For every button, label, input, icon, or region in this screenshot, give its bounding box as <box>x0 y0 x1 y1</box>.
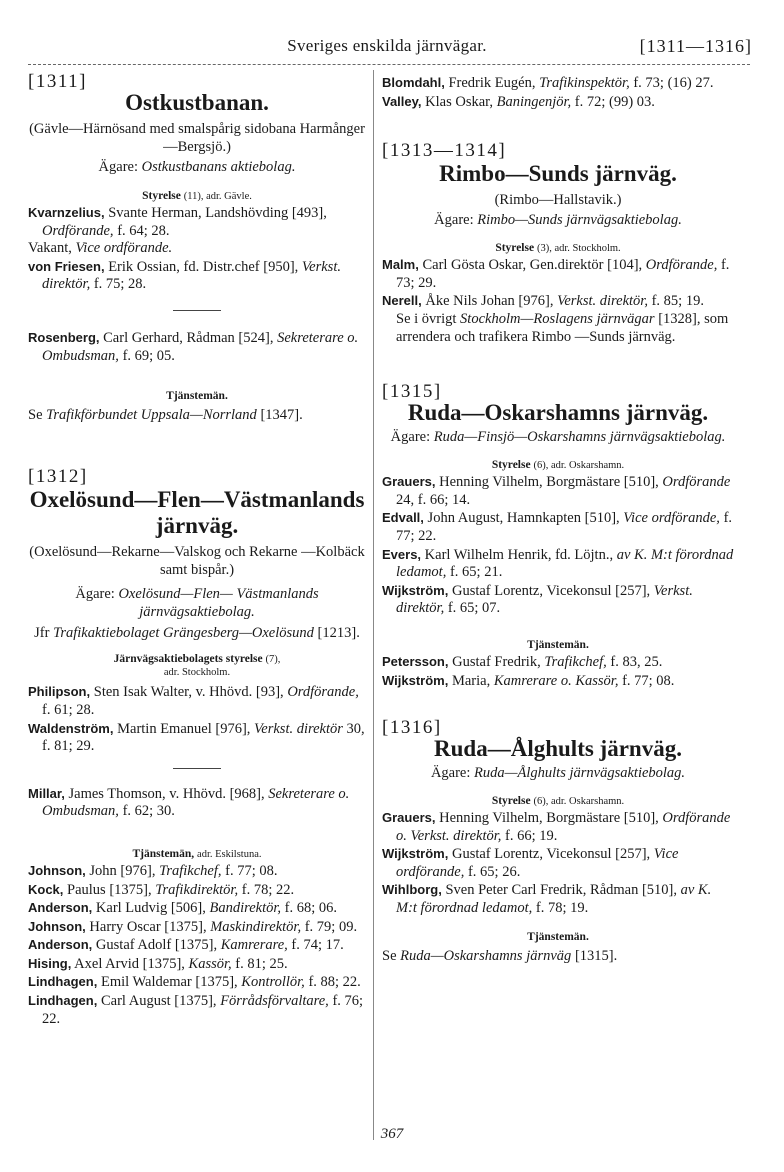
entry-subtitle: (Gävle—Härnösand med smalspårig sidobana Harmånger—Bergsjö.) <box>29 121 365 155</box>
person-entry: Lindhagen, Emil Waldemar [1375], Kontrollör, f. 88; 22. <box>28 974 361 991</box>
owner-line <box>28 585 366 621</box>
person-entry: Lindhagen, Carl August [1375], Förrådsförvaltare, f. 76; 22. <box>28 993 364 1027</box>
column-divider <box>373 70 374 1140</box>
staff-heading: Tjänstemän. <box>527 930 589 943</box>
person-entry: Wijkström, Maria, Kamrerare o. Kassör, f. 77; 08. <box>382 672 675 689</box>
owner-label: Ägare: <box>430 765 471 782</box>
owner-name: Ruda—Finsjö—Oskarshamns järnvägsaktiebolag. <box>433 429 726 446</box>
owner-line <box>28 158 366 176</box>
right-column <box>382 68 734 965</box>
person-entry: Nerell, Åke Nils Johan [976], Verkst. direktör, f. 85; 19. <box>382 293 704 310</box>
entry-title: Oxelösund—Flen—Västmanlands järnväg. <box>29 486 365 538</box>
person-entry: Kock, Paulus [1375], Trafikdirektör, f. 78; 22. <box>28 881 295 898</box>
person-entry: Wihlborg, Sven Peter Carl Fredrik, Rådman [510], av K. M:t förordnad ledamot, f. 78; 19. <box>382 882 712 917</box>
owner-label: Ägare: <box>390 429 431 446</box>
person-entry: Malm, Carl Gösta Oskar, Gen.direktör [104], Ordförande, f. 73; 29. <box>382 257 730 291</box>
owner-name: Oxelösund—Flen— Västmanlands järnvägsaktiebolag. <box>118 585 319 620</box>
entry-number: [1312] <box>28 465 88 487</box>
owner-name: Rimbo—Sunds järnvägsaktiebolag. <box>477 212 682 229</box>
person-entry: Anderson, Gustaf Adolf [1375], Kamrerare, f. 74; 17. <box>28 937 344 954</box>
cross-reference: Jfr Trafikaktiebolaget Grängesberg—Oxelösund [1213]. <box>34 624 360 641</box>
person-entry: Hising, Axel Arvid [1375], Kassör, f. 81; 25. <box>28 955 288 972</box>
entry-title: Ruda—Ålghults järnväg. <box>434 736 682 762</box>
running-title: Sveriges enskilda järnvägar. <box>287 36 487 55</box>
owner-line <box>382 211 734 229</box>
entry-title: Ruda—Oskarshamns järnväg. <box>407 400 709 426</box>
person-entry: Johnson, Harry Oscar [1375], Maskindirektör, f. 79; 09. <box>28 918 358 935</box>
separator-rule <box>173 768 221 769</box>
owner-label: Ägare: <box>98 159 138 175</box>
person-entry: Wijkström, Gustaf Lorentz, Vicekonsul [257], Vice ordförande, f. 65; 26. <box>382 846 679 880</box>
separator-rule <box>173 310 221 311</box>
person-entry: von Friesen, Erik Ossian, fd. Distr.chef [950], Verkst. direktör, f. 75; 28. <box>28 258 341 293</box>
entry-subtitle: (Rimbo—Hallstavik.) <box>494 192 622 209</box>
board-heading: Styrelse (11), adr. Gävle. <box>142 190 252 202</box>
entry-subtitle: (Oxelösund—Rekarne—Valskog och Rekarne —Kolbäck samt bispår.) <box>29 543 365 578</box>
staff-heading: Tjänstemän. <box>527 638 589 651</box>
left-column <box>28 68 366 1028</box>
owner-label: Ägare: <box>75 585 115 602</box>
person-entry: Grauers, Henning Vilhelm, Borgmästare [510], Ordförande 24, f. 66; 14. <box>382 474 731 508</box>
person-entry: Johnson, John [976], Trafikchef, f. 77; 08. <box>28 862 278 879</box>
person-entry: Anderson, Karl Ludvig [506], Bandirektör, f. 68; 06. <box>28 900 338 917</box>
entry-range: [1311—1316] <box>639 36 752 56</box>
owner-line <box>382 764 734 782</box>
person-entry: Philipson, Sten Isak Walter, v. Hhövd. [93], Ordförande, f. 61; 28. <box>28 684 359 718</box>
owner-name: Ruda—Ålghults järnvägsaktiebolag. <box>474 765 686 782</box>
owner-line <box>382 428 734 446</box>
entry-number: [1313—1314] <box>382 140 507 162</box>
staff-heading: Tjänstemän, adr. Eskilstuna. <box>132 847 262 860</box>
person-entry: Kvarnzelius, Svante Herman, Landshövding [493], Ordförande, f. 64; 28. <box>28 205 327 239</box>
page-number: 367 <box>380 1126 404 1142</box>
board-heading: Styrelse (6), adr. Oskarshamn. <box>491 459 625 472</box>
entry-number: [1311] <box>28 71 87 92</box>
board-heading: Styrelse (6), adr. Oskarshamn. <box>491 795 625 808</box>
person-entry: Blomdahl, Fredrik Eugén, Trafikinspektör, f. 73; (16) 27. <box>382 75 714 91</box>
running-header <box>22 36 752 62</box>
owner-label: Ägare: <box>434 212 474 229</box>
person-entry: Millar, James Thomson, v. Hhövd. [968], Sekreterare o. Ombudsman, f. 62; 30. <box>28 785 350 820</box>
person-entry: Wijkström, Gustaf Lorentz, Vicekonsul [257], Verkst. direktör, f. 65; 07. <box>382 582 693 617</box>
person-entry: Grauers, Henning Vilhelm, Borgmästare [510], Ordförande o. Verkst. direktör, f. 66; 19. <box>382 810 731 844</box>
person-entry: Rosenberg, Carl Gerhard, Rådman [524], Sekreterare o. Ombudsman, f. 69; 05. <box>28 329 359 364</box>
board-heading: Styrelse (3), adr. Stockholm. <box>495 242 621 255</box>
header-rule <box>28 64 750 65</box>
staff-heading: Tjänstemän. <box>166 390 228 403</box>
entry-number: [1316] <box>382 717 442 739</box>
person-entry: Valley, Klas Oskar, Baningenjör, f. 72; (99) 03. <box>382 93 655 110</box>
person-entry: Evers, Karl Wilhelm Henrik, fd. Löjtn., av K. M:t förordnad ledamot, f. 65; 21. <box>382 546 734 581</box>
entry-number: [1315] <box>382 381 442 403</box>
person-entry: Petersson, Gustaf Fredrik, Trafikchef, f. 83, 25. <box>382 653 663 670</box>
person-entry: Edvall, John August, Hamnkapten [510], Vice ordförande, f. 77; 22. <box>382 510 733 544</box>
staff-note: Se Ruda—Oskarshamns järnväg [1315]. <box>382 947 618 964</box>
note-paragraph: Se i övrigt Stockholm—Roslagens järnvägar [1328], som arrendera och trafikera Rimbo —Sunds järnväg. <box>396 310 729 345</box>
person-entry: Waldenström, Martin Emanuel [976], Verkst. direktör 30, f. 81; 29. <box>28 720 365 755</box>
person-entry: Vakant, Vice ordförande. <box>28 240 173 257</box>
board-address: adr. Stockholm. <box>163 667 231 679</box>
entry-title: Ostkustbanan. <box>125 90 269 115</box>
owner-name: Ostkustbanans aktiebolag. <box>141 159 296 175</box>
board-heading: Järnvägsaktiebolagets styrelse (7), <box>113 653 281 666</box>
entry-title: Rimbo—Sunds järnväg. <box>439 161 677 187</box>
staff-note: Se Trafikförbundet Uppsala—Norrland [1347]. <box>28 407 303 424</box>
